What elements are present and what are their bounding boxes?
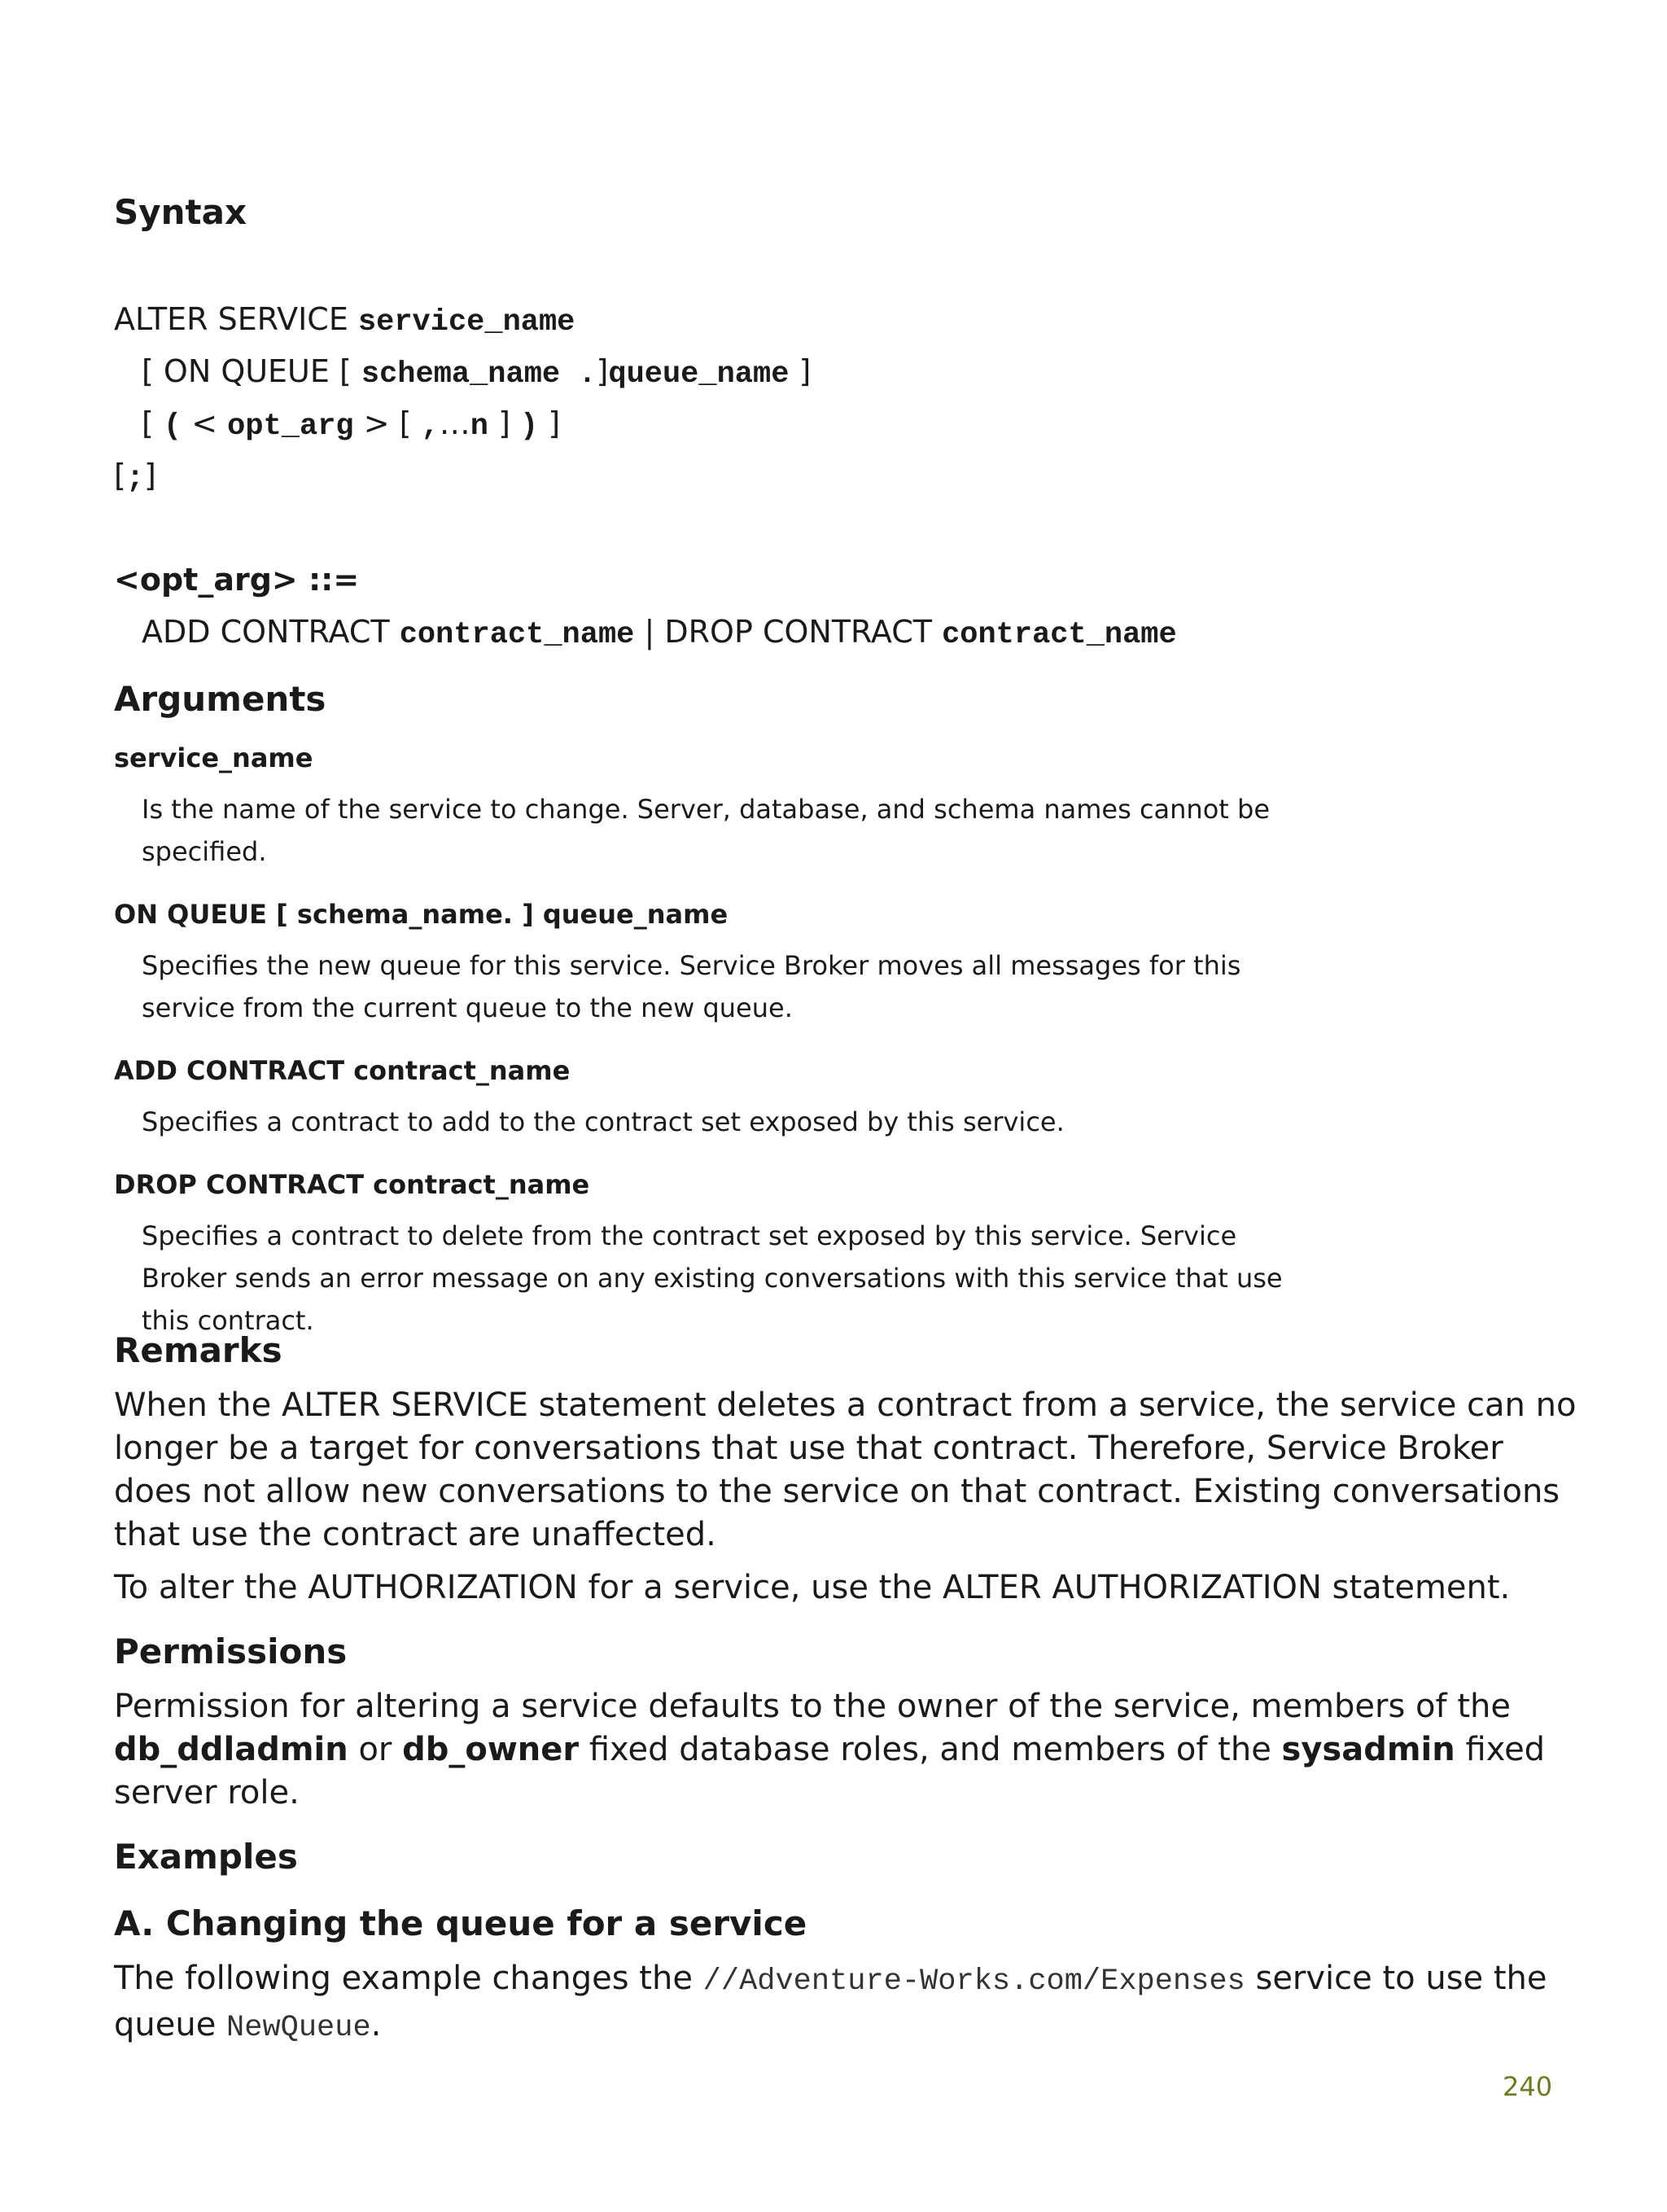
syntax-keyword: ADD CONTRACT xyxy=(142,614,390,650)
examples-heading: Examples xyxy=(114,1837,298,1877)
syntax-token: [ ON QUEUE [ xyxy=(142,353,352,389)
arguments-heading: Arguments xyxy=(114,679,326,719)
syntax-heading: Syntax xyxy=(114,192,247,232)
argument-description: Specifies a contract to add to the contract set exposed by this service. xyxy=(142,1106,1065,1137)
code-inline: //Adventure-Works.com/Expenses xyxy=(702,1965,1245,1999)
syntax-token: | xyxy=(644,614,655,650)
syntax-token: , xyxy=(421,410,440,444)
role-name: db_ddladmin xyxy=(114,1731,348,1768)
syntax-token: [ xyxy=(142,405,154,441)
syntax-keyword: ALTER SERVICE xyxy=(114,301,348,337)
argument-description: Specifies a contract to delete from the contract set exposed by this service. Service Broker sends an error message on any existing conversations with this service that use this contract. xyxy=(142,1220,1283,1336)
syntax-keyword: DROP CONTRACT xyxy=(664,614,932,650)
optarg-line xyxy=(142,614,1177,652)
argument-description: Specifies the new queue for this service. Service Broker moves all messages for this service from the current queue to the new queue. xyxy=(142,950,1241,1023)
syntax-token: ] xyxy=(596,353,609,389)
syntax-token: … xyxy=(439,405,470,441)
example-paragraph xyxy=(114,1957,1579,2050)
syntax-token: ] xyxy=(498,405,510,441)
syntax-token: ] xyxy=(548,405,561,441)
syntax-argument: service_name xyxy=(357,305,575,339)
syntax-argument: schema_name . xyxy=(361,357,597,392)
permissions-text: fixed database roles, and members of the xyxy=(588,1731,1271,1768)
syntax-token: [ xyxy=(114,458,126,493)
argument-description: Is the name of the service to change. Server, database, and schema names cannot be specified. xyxy=(142,794,1270,867)
syntax-token: n xyxy=(470,410,488,444)
syntax-token: > [ xyxy=(363,405,412,441)
syntax-token: ; xyxy=(125,462,145,496)
remarks-heading: Remarks xyxy=(114,1330,282,1370)
syntax-token: ( xyxy=(163,410,182,444)
permissions-paragraph xyxy=(114,1685,1579,1815)
role-name: sysadmin xyxy=(1281,1731,1455,1768)
permissions-text: fixed server role. xyxy=(114,1731,1546,1811)
syntax-argument: queue_name xyxy=(608,357,790,392)
page-number: 240 xyxy=(1503,2071,1553,2102)
code-inline: NewQueue xyxy=(226,2011,371,2045)
argument-term: ADD CONTRACT contract_name xyxy=(114,1055,571,1086)
permissions-heading: Permissions xyxy=(114,1632,348,1671)
syntax-token: < xyxy=(191,405,218,441)
syntax-line-3 xyxy=(142,405,560,444)
remarks-paragraph-2: To alter the AUTHORIZATION for a service, use the ALTER AUTHORIZATION statement. xyxy=(114,1569,1511,1606)
syntax-line-1 xyxy=(114,301,575,339)
argument-term: DROP CONTRACT contract_name xyxy=(114,1169,590,1200)
example-text: . xyxy=(370,2006,382,2043)
syntax-argument: opt_arg xyxy=(227,410,354,444)
syntax-argument: contract_name xyxy=(399,618,635,652)
example-subheading: A. Changing the queue for a service xyxy=(114,1903,807,1943)
permissions-text: Permission for altering a service defaults to the owner of the service, members of the xyxy=(114,1688,1511,1725)
optarg-definition: <opt_arg> ::= xyxy=(114,562,360,598)
example-text: The following example changes the xyxy=(114,1960,693,1997)
syntax-line-4 xyxy=(114,458,156,496)
syntax-line-2 xyxy=(142,353,811,392)
permissions-text: or xyxy=(358,1731,392,1768)
example-text: service to use the queue xyxy=(114,1960,1547,2043)
syntax-token: ) xyxy=(520,410,539,444)
argument-term: service_name xyxy=(114,742,313,773)
syntax-argument: contract_name xyxy=(942,618,1177,652)
remarks-paragraph-1: When the ALTER SERVICE statement deletes a contract from a service, the service can no longer be a target for conversations that use that contract. Therefore, Service Broker does not allow new conversations to the service on that contract. Existing conversations that use the contract are unaffected. xyxy=(114,1386,1577,1553)
syntax-token: ] xyxy=(798,353,812,389)
syntax-token: ] xyxy=(144,458,156,493)
role-name: db_owner xyxy=(402,1731,580,1768)
argument-term: ON QUEUE [ schema_name. ] queue_name xyxy=(114,899,728,930)
